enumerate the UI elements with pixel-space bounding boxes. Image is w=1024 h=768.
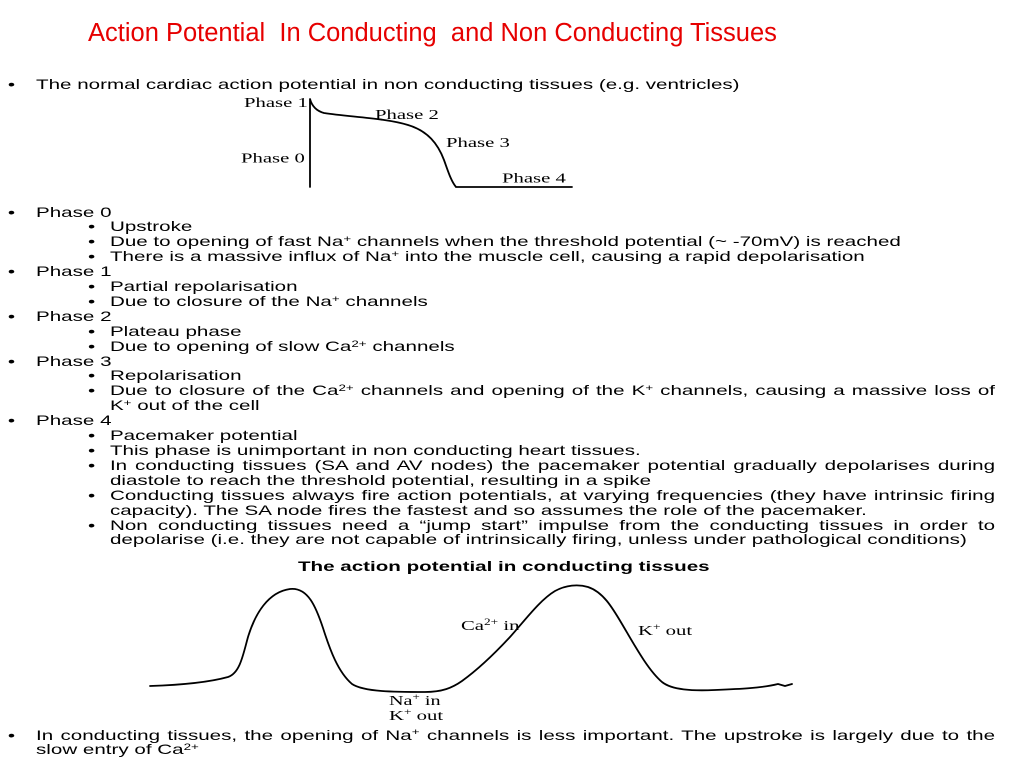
phase-heading [0,205,1024,220]
label-phase-2 [375,106,439,122]
text-run: in [419,692,441,709]
phase-point [0,518,1024,548]
text-run: Plateau phase [109,322,242,339]
superscript: + [645,383,654,394]
phase-point [0,219,1024,234]
phase-point [0,234,1024,249]
phase-heading [0,264,1024,279]
phase-point [0,383,1024,413]
text-run: Na [389,692,413,709]
text-run: in [498,617,520,634]
footer-bullet [0,728,1024,758]
phase-point [0,428,1024,443]
text-run: Partial repolarisation [109,278,298,295]
conducting-ap-diagram [140,578,810,726]
phase-point [0,294,1024,309]
superscript: 2+ [351,338,367,349]
text-run: Due to opening of slow Ca [109,337,352,354]
superscript: + [412,692,420,703]
bullet [8,77,15,92]
phase-point [0,339,1024,354]
superscript: + [123,398,132,409]
phase-heading [0,309,1024,324]
label-ca-in [461,617,520,633]
sub-bullet [88,294,95,309]
superscript: + [403,707,412,718]
text-run: In conducting tissues (SA and AV nodes) the pacemaker potential gradually depolarises during diastole to reach the threshold potential, resulting in a spike [109,456,996,488]
text-run: There is a massive influx of Na [109,248,392,265]
text-run: Due to opening of fast Na [109,233,344,250]
phase-point [0,488,1024,518]
superscript: + [411,727,420,738]
text-run: out of the cell [131,397,260,414]
phase-heading-text: Phase 0 [36,203,112,220]
label-phase-1 [244,94,308,110]
label-phase-4-text: Phase 4 [502,169,566,186]
text-run: channels is less important. The upstroke is largely due to the slow entry of Ca [36,726,996,758]
text-run: channels, causing a massive loss of K [109,382,996,414]
text-run: channels when the threshold potential (~ -70mV) is reached [351,233,901,250]
sub-bullet [88,249,95,264]
phase-point [0,279,1024,294]
sub-bullet [88,428,95,443]
text-run: Ca [461,617,485,634]
intro-text: The normal cardiac action potential in non conducting tissues (e.g. ventricles) [36,75,740,92]
sub-bullet [88,368,95,383]
text-run: channels and opening of the K [353,382,646,399]
superscript: 2+ [183,742,199,753]
phase-heading [0,413,1024,428]
label-k-out-upper [638,622,692,638]
superscript: + [652,622,661,633]
label-phase-1-text: Phase 1 [244,94,308,111]
superscript: + [343,234,352,245]
phase-point [0,368,1024,383]
text-run: out [411,707,444,724]
non-conducting-ap-diagram [230,90,590,200]
superscript: 2+ [338,383,354,394]
text-run: into the muscle cell, causing a rapid depolarisation [399,248,865,265]
bullet [8,354,15,369]
text-run: Conducting tissues always fire action potentials, at varying frequencies (they have intrinsic firing capacity). The SA node fires the fastest and so assumes the role of the pacemaker. [109,486,996,518]
text-run: Upstroke [109,218,193,235]
phase-point [0,458,1024,488]
sub-bullet [88,458,95,473]
bullet [8,309,15,324]
conducting-diagram-heading: The action potential in conducting tissues [297,557,710,574]
sub-bullet [88,488,95,503]
label-phase-2-text: Phase 2 [375,106,439,123]
phase-heading-text: Phase 2 [36,307,112,324]
ap-curve-conducting [150,585,792,692]
label-na-in [389,693,441,708]
superscript: + [391,249,400,260]
sub-bullet [88,219,95,234]
phase-point [0,324,1024,339]
bullet [8,264,15,279]
bullet [8,413,15,428]
sub-bullet [88,279,95,294]
text-run: In conducting tissues, the opening of Na [36,726,412,743]
phase-heading-text: Phase 1 [36,263,112,280]
superscript: + [331,293,340,304]
sub-bullet [88,518,95,533]
text-run: K [389,707,404,724]
text-run: Due to closure of the Na [109,292,332,309]
sub-bullet [88,324,95,339]
phase-heading-text: Phase 4 [36,412,112,429]
label-phase-0 [241,150,305,166]
label-k-out-lower-text [389,707,443,723]
slide-title: Action Potential In Conducting and Non Conducting Tissues [88,19,777,47]
text-run: This phase is unimportant in non conducting heart tissues. [109,442,641,458]
label-phase-3-text: Phase 3 [446,134,510,151]
label-k-out-upper-text [638,622,692,638]
sub-bullet [88,234,95,249]
label-phase-4 [502,170,566,186]
text-run: channels [366,337,455,354]
text-run: Repolarisation [109,367,242,384]
text-run: Pacemaker potential [109,427,298,444]
phase-list [0,205,1024,548]
text-run: K [638,622,653,639]
bullet [8,728,15,743]
phase-heading-text: Phase 3 [36,352,112,369]
label-k-out-lower [389,707,443,723]
sub-bullet [88,443,95,458]
label-phase-0-text: Phase 0 [241,149,305,166]
phase-heading [0,354,1024,369]
label-ca-in-text [461,617,520,633]
text-run: out [660,622,693,639]
phase-point [0,443,1024,458]
label-na-in-text [389,693,441,708]
text-run: Due to closure of the Ca [109,382,339,399]
superscript: 2+ [484,617,499,628]
bullet [8,205,15,220]
text-run: Non conducting tissues need a “jump start” impulse from the conducting tissues in order to depolarise (i.e. they are not capable of intrinsically firing, unless under pathological conditions) [109,516,996,548]
sub-bullet [88,339,95,354]
text-run: channels [339,292,428,309]
phase-point [0,249,1024,264]
sub-bullet [88,383,95,398]
label-phase-3 [446,134,510,150]
